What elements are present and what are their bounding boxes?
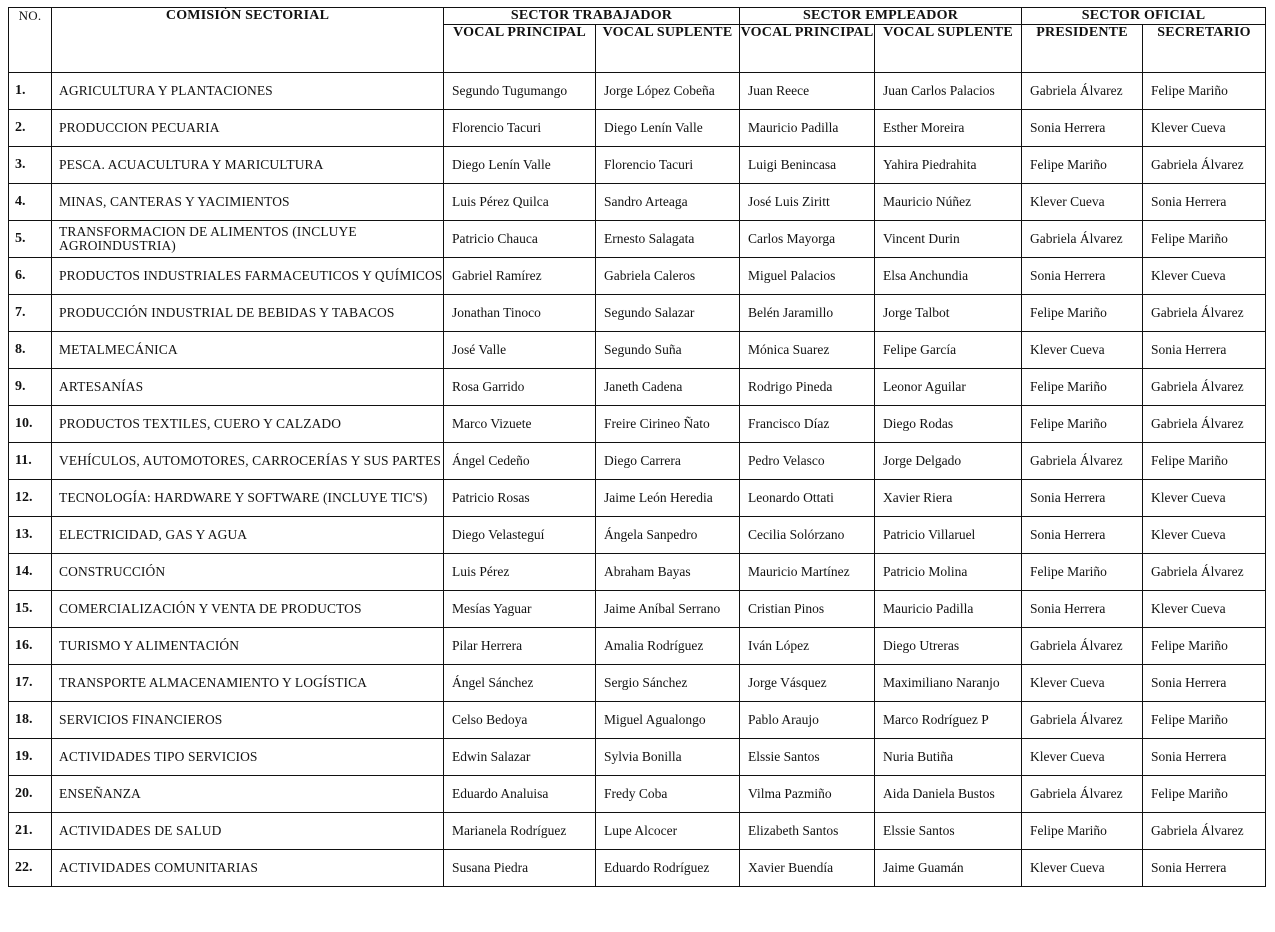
comision-name-cell: ACTIVIDADES DE SALUD: [52, 813, 444, 850]
row-number-cell: 1.: [9, 73, 52, 110]
comision-name-cell: PRODUCTOS INDUSTRIALES FARMACEUTICOS Y QUÍMICOS: [52, 258, 444, 295]
emp-vocal-suplente-cell: Leonor Aguilar: [875, 369, 1022, 406]
secretario-cell: Sonia Herrera: [1143, 332, 1266, 369]
header-emp-vocal-principal: VOCAL PRINCIPAL: [740, 25, 875, 73]
emp-vocal-principal-cell: Cristian Pinos: [740, 591, 875, 628]
emp-vocal-suplente-cell: Diego Rodas: [875, 406, 1022, 443]
trab-vocal-principal-cell: Ángel Cedeño: [444, 443, 596, 480]
comision-name-cell: PRODUCCION PECUARIA: [52, 110, 444, 147]
secretario-cell: Sonia Herrera: [1143, 184, 1266, 221]
emp-vocal-principal-cell: Xavier Buendía: [740, 850, 875, 887]
trab-vocal-suplente-cell: Eduardo Rodríguez: [596, 850, 740, 887]
presidente-cell: Sonia Herrera: [1022, 591, 1143, 628]
secretario-cell: Klever Cueva: [1143, 517, 1266, 554]
table-row: [9, 591, 1266, 628]
emp-vocal-suplente-cell: Nuria Butiña: [875, 739, 1022, 776]
secretario-cell: Klever Cueva: [1143, 480, 1266, 517]
trab-vocal-suplente-cell: Sandro Arteaga: [596, 184, 740, 221]
trab-vocal-principal-cell: Pilar Herrera: [444, 628, 596, 665]
comision-name-cell: TRANSFORMACION DE ALIMENTOS (INCLUYE AGROINDUSTRIA): [52, 221, 444, 258]
secretario-cell: Felipe Mariño: [1143, 221, 1266, 258]
emp-vocal-suplente-cell: Mauricio Núñez: [875, 184, 1022, 221]
emp-vocal-principal-cell: Mauricio Martínez: [740, 554, 875, 591]
comision-name-cell: ACTIVIDADES COMUNITARIAS: [52, 850, 444, 887]
table-row: [9, 813, 1266, 850]
emp-vocal-suplente-cell: Felipe García: [875, 332, 1022, 369]
trab-vocal-principal-cell: Diego Velasteguí: [444, 517, 596, 554]
trab-vocal-principal-cell: Edwin Salazar: [444, 739, 596, 776]
emp-vocal-suplente-cell: Jaime Guamán: [875, 850, 1022, 887]
secretario-cell: Felipe Mariño: [1143, 702, 1266, 739]
comision-name-cell: TECNOLOGÍA: HARDWARE Y SOFTWARE (INCLUYE TIC'S): [52, 480, 444, 517]
presidente-cell: Gabriela Álvarez: [1022, 443, 1143, 480]
table-row: [9, 739, 1266, 776]
trab-vocal-principal-cell: Marco Vizuete: [444, 406, 596, 443]
header-sector-trabajador: SECTOR TRABAJADOR: [444, 8, 740, 25]
row-number-cell: 18.: [9, 702, 52, 739]
comision-name-cell: MINAS, CANTERAS Y YACIMIENTOS: [52, 184, 444, 221]
comision-name-cell: PESCA. ACUACULTURA Y MARICULTURA: [52, 147, 444, 184]
secretario-cell: Gabriela Álvarez: [1143, 295, 1266, 332]
secretario-cell: Sonia Herrera: [1143, 739, 1266, 776]
row-number-cell: 2.: [9, 110, 52, 147]
comisiones-table: [8, 7, 1266, 887]
row-number-cell: 12.: [9, 480, 52, 517]
secretario-cell: Felipe Mariño: [1143, 443, 1266, 480]
presidente-cell: Sonia Herrera: [1022, 258, 1143, 295]
comision-name-cell: METALMECÁNICA: [52, 332, 444, 369]
presidente-cell: Felipe Mariño: [1022, 554, 1143, 591]
comision-name-cell: TURISMO Y ALIMENTACIÓN: [52, 628, 444, 665]
trab-vocal-suplente-cell: Jorge López Cobeña: [596, 73, 740, 110]
trab-vocal-principal-cell: Marianela Rodríguez: [444, 813, 596, 850]
table-header: [9, 8, 1266, 73]
secretario-cell: Klever Cueva: [1143, 591, 1266, 628]
secretario-cell: Gabriela Álvarez: [1143, 147, 1266, 184]
table-row: [9, 147, 1266, 184]
comision-name-cell: SERVICIOS FINANCIEROS: [52, 702, 444, 739]
trab-vocal-suplente-cell: Segundo Suña: [596, 332, 740, 369]
emp-vocal-suplente-cell: Elsa Anchundia: [875, 258, 1022, 295]
trab-vocal-suplente-cell: Janeth Cadena: [596, 369, 740, 406]
emp-vocal-suplente-cell: Marco Rodríguez P: [875, 702, 1022, 739]
emp-vocal-principal-cell: Elizabeth Santos: [740, 813, 875, 850]
comision-name-cell: VEHÍCULOS, AUTOMOTORES, CARROCERÍAS Y SUS PARTES: [52, 443, 444, 480]
row-number-cell: 6.: [9, 258, 52, 295]
comision-name-cell: AGRICULTURA Y PLANTACIONES: [52, 73, 444, 110]
trab-vocal-principal-cell: Celso Bedoya: [444, 702, 596, 739]
emp-vocal-principal-cell: Leonardo Ottati: [740, 480, 875, 517]
secretario-cell: Klever Cueva: [1143, 110, 1266, 147]
presidente-cell: Gabriela Álvarez: [1022, 702, 1143, 739]
row-number-cell: 11.: [9, 443, 52, 480]
presidente-cell: Klever Cueva: [1022, 184, 1143, 221]
comision-name-cell: TRANSPORTE ALMACENAMIENTO Y LOGÍSTICA: [52, 665, 444, 702]
trab-vocal-suplente-cell: Diego Carrera: [596, 443, 740, 480]
table-row: [9, 73, 1266, 110]
presidente-cell: Felipe Mariño: [1022, 295, 1143, 332]
header-comision: COMISIÓN SECTORIAL: [52, 8, 444, 73]
emp-vocal-principal-cell: Mauricio Padilla: [740, 110, 875, 147]
secretario-cell: Sonia Herrera: [1143, 665, 1266, 702]
table-body: [9, 73, 1266, 887]
presidente-cell: Gabriela Álvarez: [1022, 73, 1143, 110]
row-number-cell: 7.: [9, 295, 52, 332]
row-number-cell: 15.: [9, 591, 52, 628]
comision-name-cell: ENSEÑANZA: [52, 776, 444, 813]
table-row: [9, 517, 1266, 554]
trab-vocal-principal-cell: José Valle: [444, 332, 596, 369]
header-sector-oficial: SECTOR OFICIAL: [1022, 8, 1266, 25]
presidente-cell: Klever Cueva: [1022, 739, 1143, 776]
comision-name-cell: ACTIVIDADES TIPO SERVICIOS: [52, 739, 444, 776]
presidente-cell: Gabriela Álvarez: [1022, 628, 1143, 665]
emp-vocal-suplente-cell: Mauricio Padilla: [875, 591, 1022, 628]
emp-vocal-suplente-cell: Vincent Durin: [875, 221, 1022, 258]
emp-vocal-suplente-cell: Maximiliano Naranjo: [875, 665, 1022, 702]
header-emp-vocal-suplente: VOCAL SUPLENTE: [875, 25, 1022, 73]
emp-vocal-principal-cell: Vilma Pazmiño: [740, 776, 875, 813]
emp-vocal-principal-cell: Pedro Velasco: [740, 443, 875, 480]
trab-vocal-principal-cell: Ángel Sánchez: [444, 665, 596, 702]
trab-vocal-suplente-cell: Diego Lenín Valle: [596, 110, 740, 147]
trab-vocal-suplente-cell: Ángela Sanpedro: [596, 517, 740, 554]
trab-vocal-suplente-cell: Miguel Agualongo: [596, 702, 740, 739]
trab-vocal-principal-cell: Florencio Tacuri: [444, 110, 596, 147]
row-number-cell: 13.: [9, 517, 52, 554]
trab-vocal-suplente-cell: Sergio Sánchez: [596, 665, 740, 702]
emp-vocal-suplente-cell: Aida Daniela Bustos: [875, 776, 1022, 813]
row-number-cell: 20.: [9, 776, 52, 813]
emp-vocal-suplente-cell: Jorge Delgado: [875, 443, 1022, 480]
table-row: [9, 295, 1266, 332]
header-sector-empleador: SECTOR EMPLEADOR: [740, 8, 1022, 25]
comision-name-cell: PRODUCCIÓN INDUSTRIAL DE BEBIDAS Y TABACOS: [52, 295, 444, 332]
secretario-cell: Felipe Mariño: [1143, 628, 1266, 665]
trab-vocal-suplente-cell: Gabriela Caleros: [596, 258, 740, 295]
trab-vocal-suplente-cell: Florencio Tacuri: [596, 147, 740, 184]
comision-name-cell: COMERCIALIZACIÓN Y VENTA DE PRODUCTOS: [52, 591, 444, 628]
row-number-cell: 5.: [9, 221, 52, 258]
header-trab-vocal-principal: VOCAL PRINCIPAL: [444, 25, 596, 73]
header-no: NO.: [9, 8, 52, 73]
emp-vocal-principal-cell: Pablo Araujo: [740, 702, 875, 739]
presidente-cell: Sonia Herrera: [1022, 517, 1143, 554]
row-number-cell: 22.: [9, 850, 52, 887]
emp-vocal-suplente-cell: Jorge Talbot: [875, 295, 1022, 332]
row-number-cell: 10.: [9, 406, 52, 443]
header-presidente: PRESIDENTE: [1022, 25, 1143, 73]
trab-vocal-principal-cell: Jonathan Tinoco: [444, 295, 596, 332]
secretario-cell: Gabriela Álvarez: [1143, 406, 1266, 443]
presidente-cell: Klever Cueva: [1022, 332, 1143, 369]
secretario-cell: Felipe Mariño: [1143, 73, 1266, 110]
table-row: [9, 554, 1266, 591]
emp-vocal-principal-cell: José Luis Ziritt: [740, 184, 875, 221]
emp-vocal-suplente-cell: Esther Moreira: [875, 110, 1022, 147]
table-row: [9, 850, 1266, 887]
trab-vocal-suplente-cell: Freire Cirineo Ñato: [596, 406, 740, 443]
trab-vocal-principal-cell: Eduardo Analuisa: [444, 776, 596, 813]
table-row: [9, 480, 1266, 517]
table-row: [9, 221, 1266, 258]
emp-vocal-suplente-cell: Xavier Riera: [875, 480, 1022, 517]
trab-vocal-principal-cell: Segundo Tugumango: [444, 73, 596, 110]
trab-vocal-suplente-cell: Sylvia Bonilla: [596, 739, 740, 776]
presidente-cell: Gabriela Álvarez: [1022, 776, 1143, 813]
presidente-cell: Sonia Herrera: [1022, 480, 1143, 517]
table-row: [9, 702, 1266, 739]
emp-vocal-principal-cell: Belén Jaramillo: [740, 295, 875, 332]
emp-vocal-suplente-cell: Elssie Santos: [875, 813, 1022, 850]
table-row: [9, 443, 1266, 480]
trab-vocal-suplente-cell: Ernesto Salagata: [596, 221, 740, 258]
header-row-sectors: [9, 8, 1266, 25]
emp-vocal-principal-cell: Francisco Díaz: [740, 406, 875, 443]
trab-vocal-principal-cell: Gabriel Ramírez: [444, 258, 596, 295]
secretario-cell: Gabriela Álvarez: [1143, 369, 1266, 406]
emp-vocal-principal-cell: Cecilia Solórzano: [740, 517, 875, 554]
trab-vocal-suplente-cell: Fredy Coba: [596, 776, 740, 813]
row-number-cell: 16.: [9, 628, 52, 665]
trab-vocal-principal-cell: Susana Piedra: [444, 850, 596, 887]
emp-vocal-principal-cell: Carlos Mayorga: [740, 221, 875, 258]
comision-name-cell: ELECTRICIDAD, GAS Y AGUA: [52, 517, 444, 554]
presidente-cell: Felipe Mariño: [1022, 406, 1143, 443]
row-number-cell: 4.: [9, 184, 52, 221]
table-row: [9, 184, 1266, 221]
emp-vocal-suplente-cell: Yahira Piedrahita: [875, 147, 1022, 184]
secretario-cell: Klever Cueva: [1143, 258, 1266, 295]
secretario-cell: Gabriela Álvarez: [1143, 554, 1266, 591]
presidente-cell: Gabriela Álvarez: [1022, 221, 1143, 258]
table-row: [9, 406, 1266, 443]
secretario-cell: Gabriela Álvarez: [1143, 813, 1266, 850]
secretario-cell: Sonia Herrera: [1143, 850, 1266, 887]
emp-vocal-principal-cell: Juan Reece: [740, 73, 875, 110]
row-number-cell: 21.: [9, 813, 52, 850]
comision-name-cell: PRODUCTOS TEXTILES, CUERO Y CALZADO: [52, 406, 444, 443]
trab-vocal-principal-cell: Mesías Yaguar: [444, 591, 596, 628]
header-trab-vocal-suplente: VOCAL SUPLENTE: [596, 25, 740, 73]
trab-vocal-principal-cell: Luis Pérez: [444, 554, 596, 591]
emp-vocal-suplente-cell: Diego Utreras: [875, 628, 1022, 665]
emp-vocal-principal-cell: Iván López: [740, 628, 875, 665]
presidente-cell: Felipe Mariño: [1022, 813, 1143, 850]
emp-vocal-suplente-cell: Patricio Molina: [875, 554, 1022, 591]
emp-vocal-principal-cell: Miguel Palacios: [740, 258, 875, 295]
table-row: [9, 628, 1266, 665]
trab-vocal-principal-cell: Patricio Rosas: [444, 480, 596, 517]
trab-vocal-suplente-cell: Jaime León Heredia: [596, 480, 740, 517]
row-number-cell: 8.: [9, 332, 52, 369]
table-row: [9, 369, 1266, 406]
table-row: [9, 665, 1266, 702]
trab-vocal-suplente-cell: Amalia Rodríguez: [596, 628, 740, 665]
emp-vocal-principal-cell: Elssie Santos: [740, 739, 875, 776]
table-row: [9, 776, 1266, 813]
trab-vocal-principal-cell: Rosa Garrido: [444, 369, 596, 406]
table-row: [9, 110, 1266, 147]
emp-vocal-suplente-cell: Juan Carlos Palacios: [875, 73, 1022, 110]
presidente-cell: Sonia Herrera: [1022, 110, 1143, 147]
emp-vocal-principal-cell: Luigi Benincasa: [740, 147, 875, 184]
row-number-cell: 14.: [9, 554, 52, 591]
trab-vocal-suplente-cell: Lupe Alcocer: [596, 813, 740, 850]
emp-vocal-principal-cell: Rodrigo Pineda: [740, 369, 875, 406]
trab-vocal-principal-cell: Diego Lenín Valle: [444, 147, 596, 184]
row-number-cell: 9.: [9, 369, 52, 406]
trab-vocal-principal-cell: Luis Pérez Quilca: [444, 184, 596, 221]
table-row: [9, 258, 1266, 295]
secretario-cell: Felipe Mariño: [1143, 776, 1266, 813]
comision-name-cell: CONSTRUCCIÓN: [52, 554, 444, 591]
trab-vocal-principal-cell: Patricio Chauca: [444, 221, 596, 258]
row-number-cell: 17.: [9, 665, 52, 702]
emp-vocal-principal-cell: Mónica Suarez: [740, 332, 875, 369]
row-number-cell: 3.: [9, 147, 52, 184]
presidente-cell: Felipe Mariño: [1022, 147, 1143, 184]
presidente-cell: Felipe Mariño: [1022, 369, 1143, 406]
emp-vocal-suplente-cell: Patricio Villaruel: [875, 517, 1022, 554]
trab-vocal-suplente-cell: Abraham Bayas: [596, 554, 740, 591]
trab-vocal-suplente-cell: Jaime Aníbal Serrano: [596, 591, 740, 628]
presidente-cell: Klever Cueva: [1022, 665, 1143, 702]
document-page: [8, 7, 1265, 887]
trab-vocal-suplente-cell: Segundo Salazar: [596, 295, 740, 332]
emp-vocal-principal-cell: Jorge Vásquez: [740, 665, 875, 702]
header-secretario: SECRETARIO: [1143, 25, 1266, 73]
table-row: [9, 332, 1266, 369]
comision-name-cell: ARTESANÍAS: [52, 369, 444, 406]
presidente-cell: Klever Cueva: [1022, 850, 1143, 887]
row-number-cell: 19.: [9, 739, 52, 776]
